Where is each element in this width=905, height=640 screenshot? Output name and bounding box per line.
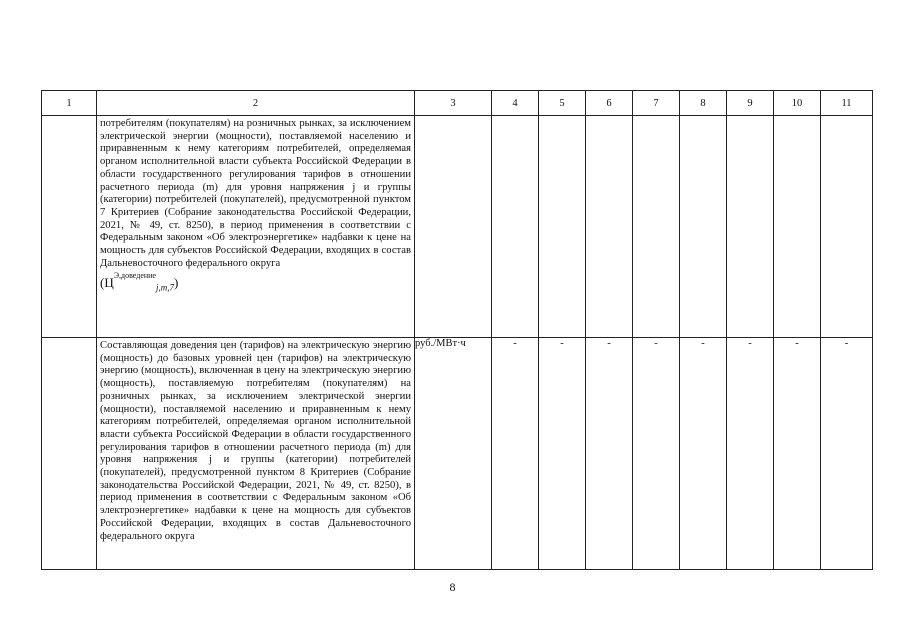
tariff-table: [41, 90, 873, 570]
col-header: 2: [97, 91, 415, 116]
value-cell: [821, 116, 873, 338]
row-description: Составляющая доведения цен (тарифов) на электрическую энергию (мощность) до базовых уровней цен (тарифов) на электрическую энергию (мощность), включенная в цену на электрическую энергию (мощность), поставляемую потребителям (покупателям) на розничных рынках, за исключением электрической энергии (мощности), поставляемой населению и приравненным к нему категориям потребителей, определяемая органом исполнительной власти субъекта Российской Федерации в области государственного регулирования тарифов в отношении расчетного периода (m) для уровня напряжения j и группы (категории) потребителей (покупателей), предусмотренной пунктом 8 Критериев (Собрание законодательства Российской Федерации, 2021, № 49, ст. 8250), в период применения в соответствии с Федеральным законом «Об электроэнергетике» надбавки к цене на мощность для субъектов Российской Федерации, входящих в состав Дальневосточного федерального округа: [100, 340, 411, 542]
table-row: [42, 116, 873, 338]
header-row: [42, 91, 873, 116]
unit-cell: руб./МВт·ч: [415, 338, 492, 570]
value-cell: [774, 116, 821, 338]
value-cell: [492, 116, 539, 338]
col-header: 11: [821, 91, 873, 116]
col-header: 7: [633, 91, 680, 116]
col-header: 10: [774, 91, 821, 116]
value-cell: -: [680, 338, 727, 570]
formula-subscript: j,m,7: [155, 283, 174, 294]
value-cell: -: [539, 338, 586, 570]
value-cell: [586, 116, 633, 338]
value-cell: -: [492, 338, 539, 570]
col-header: 6: [586, 91, 633, 116]
formula-superscript: Э,доведение: [113, 271, 156, 281]
col-header: 3: [415, 91, 492, 116]
value-cell: [633, 116, 680, 338]
formula-close: ): [173, 275, 179, 291]
col-header: 4: [492, 91, 539, 116]
row-description: потребителям (покупателям) на розничных рынках, за исключением электрической энергии (мощности), поставляемой населению и приравненным к нему категориям потребителей, определяемая органом исполнительной власти субъекта Российской Федерации в области государственного регулирования тарифов в отношении расчетного периода (m) для уровня напряжения j и группы (категории) потребителей (покупателей), предусмотренной пунктом 7 Критериев (Собрание законодательства Российской Федерации, 2021, № 49, ст. 8250), в период применения в соответствии с Федеральным законом «Об электроэнергетике» надбавки к цене на мощность для субъектов Российской Федерации, входящих в состав Дальневосточного федерального округа: [100, 118, 411, 269]
description-cell: [97, 338, 415, 570]
col-header: 1: [42, 91, 97, 116]
value-cell: -: [821, 338, 873, 570]
col-header: 8: [680, 91, 727, 116]
unit-cell: [415, 116, 492, 338]
row-index-cell: [42, 116, 97, 338]
col-header: 9: [727, 91, 774, 116]
page-number: 8: [449, 580, 456, 594]
value-cell: [680, 116, 727, 338]
formula: [100, 271, 179, 294]
value-cell: [539, 116, 586, 338]
description-cell: [97, 116, 415, 338]
table-row: [42, 338, 873, 570]
row-index-cell: [42, 338, 97, 570]
value-cell: -: [727, 338, 774, 570]
value-cell: -: [774, 338, 821, 570]
value-cell: [727, 116, 774, 338]
col-header: 5: [539, 91, 586, 116]
formula-open: (Ц: [100, 275, 114, 291]
value-cell: -: [586, 338, 633, 570]
value-cell: -: [633, 338, 680, 570]
